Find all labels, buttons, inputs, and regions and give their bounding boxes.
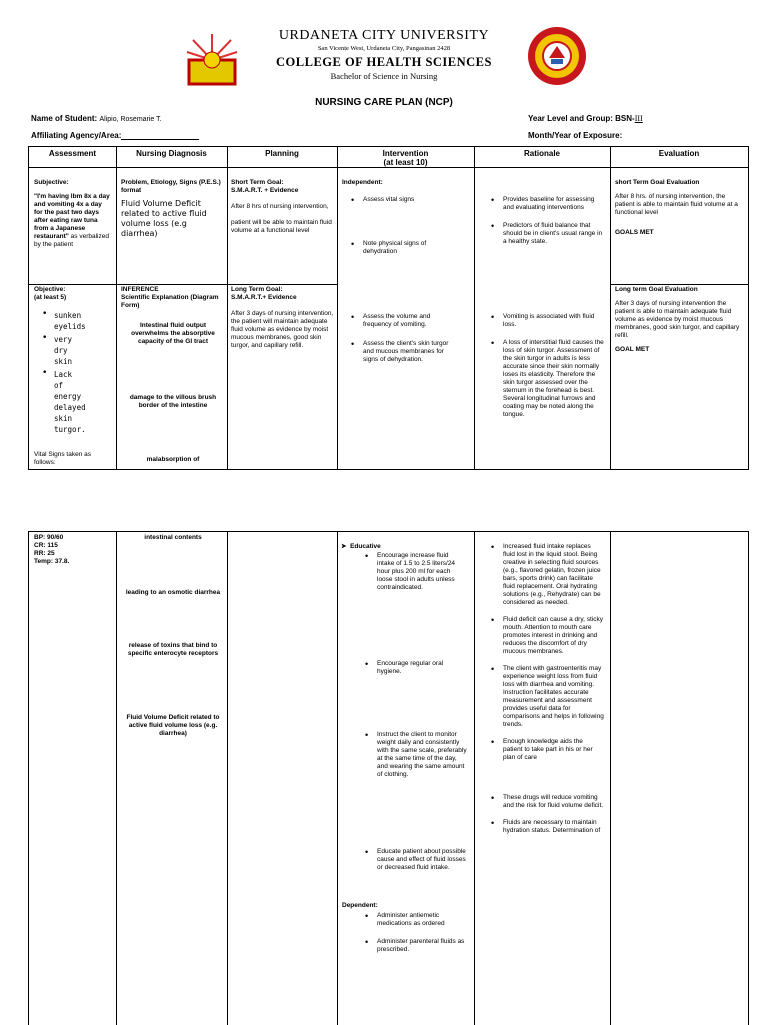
year-value: III [634,114,643,123]
year-label: Year Level and Group: BSN- [528,114,635,123]
rationale-item: • Increased fluid intake replaces fluid lost in the liquid stool. Being creative in selecting fluid sources (e.g., flavored gelatin, frozen juice bars, sports drink) can facilitate fluid replacement. Oral hydrating solutions (e.g., Rehydrate) can be considered as needed. [489,543,604,607]
short-term-goal [231,179,334,235]
ncp-table-page-1 [28,146,749,470]
vital-rr: RR: 25 [34,550,55,557]
stge-label: short Term Goal Evaluation [615,179,700,186]
diagram-step: leading to an osmotic diarrhea [125,589,221,596]
dependent-item: • Administer antiemetic medications as ordered [363,912,467,928]
stg-text-2: patient will be able to maintain fluid volume at a functional level [231,219,332,234]
student-label: Name of Student: [31,114,98,123]
pes-label: Problem, Etiology, Signs (P.E.S.) format [121,179,221,194]
stg-label: Short Term Goal: [231,179,284,186]
independent-label: Independent: [342,179,383,186]
col-header-rationale: Rationale [523,149,560,158]
educative-list-4 [363,848,467,872]
intervention-list-2 [349,240,459,256]
educative-item: • Encourage increase fluid intake of 1.5 to 2.5 liters/24 hour plus 200 ml for each loose stool in adults unless contraindicated. [363,552,467,592]
objective-label: Objective: [34,286,66,293]
dependent-item: • Administer parenteral fluids as prescribed. [363,938,467,954]
diagram-step: intestinal contents [144,534,202,541]
long-term-evaluation [615,286,745,354]
month-year-label: Month/Year of Exposure: [528,131,623,140]
university-address: San Vicente West, Urdaneta City, Pangasinan 2428 [317,45,451,52]
rationale-item: • A loss of interstitial fluid causes the loss of skin turgor. Assessment of the skin turgor in adults is less accurate since their skin normally loses its elasticity. Therefore the skin turgor assessed over the sternum in the forehead is best. Several longitudinal furrows and coating may be noted along the tongue. [489,339,604,419]
objective-sub: (at least 5) [34,294,67,301]
ltg-label: Long Term Goal: [231,286,283,293]
rationale-item: • Enough knowledge aids the patient to take part in his or her plan of care [489,738,604,762]
vital-temp: Temp: 37.8. [34,558,70,565]
ltg-text: After 3 days of nursing intervention, the patient will maintain adequate fluid volume as evidence by moist mucous membranes, good skin turgor, and capillary refill. [231,310,334,349]
university-seal-right-logo [527,26,587,86]
document-title: NURSING CARE PLAN (NCP) [315,97,453,108]
subjective-section [34,179,112,249]
subjective-quote: "I'm having lbm 8x a day and vomiting 4x a day for the past two days after eating raw tuna from a Japanese restaurant" [34,193,110,240]
vitals-intro: Vital Signs taken as follows: [34,451,91,466]
college-name: COLLEGE OF HEALTH SCIENCES [276,55,492,69]
ncp-table-page-2 [28,531,749,1025]
rationale-item: • Provides baseline for assessing and evaluating interventions [489,196,604,212]
diagram-step: release of toxins that bind to specific enterocyte receptors [127,642,219,657]
educative-list-3 [363,731,467,779]
educative-item: • Instruct the client to monitor weight daily and consistently with the same scale, preferably at the same time of the day, and wearing the same amount of clothing. [363,731,467,779]
long-term-goal [231,286,334,350]
intervention-item: • Assess the volume and frequency of vomiting. [349,313,459,329]
objective-item: • sunken eyelids [40,310,106,332]
agency-label: Affiliating Agency/Area: [31,131,122,140]
student-name-row [31,114,162,123]
short-term-evaluation [615,179,745,237]
col-header-evaluation: Evaluation [658,149,700,158]
rationale-list-1 [489,196,604,246]
ltge-label: Long term Goal Evaluation [615,286,698,293]
intervention-list-3 [349,313,459,329]
pes-text: Fluid Volume Deficit related to active fluid volume loss (e.g diarrhea) [121,199,207,238]
ltge-text: After 3 days of nursing intervention the patient is able to maintain adequate fluid volume as evidence by moist mucous membranes, good skin turgor, and capillary refill. [615,300,740,339]
rationale-list-3 [489,543,604,835]
col-header-diagnosis: Nursing Diagnosis [136,149,207,158]
dependent-list [363,912,467,954]
vital-signs [34,534,112,566]
diagram-step: Intestinal fluid output overwhelms the absorptive capacity of the GI tract [131,322,215,345]
student-value: Alipio, Rosemarie T. [99,116,162,123]
intervention-item: • Note physical signs of dehydration [349,240,459,256]
objective-item: • Lack of energy delayed skin turgor. [40,369,84,435]
educative-item: • Encourage regular oral hygiene. [363,660,467,676]
agency-row [31,131,199,140]
objective-section [34,286,112,435]
educative-section-label [341,543,469,551]
subjective-label: Subjective: [34,179,69,186]
ltge-result: GOAL MET [615,346,650,353]
university-name: URDANETA CITY UNIVERSITY [278,28,490,43]
rationale-item: • Vomiting is associated with fluid loss. [489,313,604,329]
diagram-step: malabsorption of [146,456,200,463]
rationale-item: • Fluids are necessary to maintain hydration status. Determination of [489,819,604,835]
col-header-assessment: Assessment [48,149,97,158]
diagram-step: Fluid Volume Deficit related to active fluid volume loss (e.g. diarrhea) [126,714,220,737]
vital-bp: BP: 90/60 [34,534,64,541]
educative-label: Educative [350,543,381,550]
vital-cr: CR: 115 [34,542,58,549]
objective-list [34,310,106,435]
year-level-row [528,114,643,123]
subjective-tail: as verbalized by the patient [34,233,109,248]
stg-smart: S.M.A.R.T. + Evidence [231,187,299,194]
rationale-item: • These drugs will reduce vomiting and the risk for fluid volume deficit. [489,794,604,810]
dependent-label: Dependent: [342,902,378,909]
inference-label: INFERENCE [121,286,159,293]
intervention-item: • Assess vital signs [349,196,459,204]
inference-section [121,286,225,310]
stg-text-1: After 8 hrs of nursing intervention, [231,203,329,210]
intervention-list-1 [349,196,459,204]
rationale-list-2 [489,313,604,419]
rationale-item: • Predictors of fluid balance that should be in client's usual range in a healthy state. [489,222,604,246]
rationale-item: • Fluid deficit can cause a dry, sticky mouth. Attention to mouth care promotes interest in drinking and reduces the discomfort of dry mucous membranes. [489,616,604,656]
stge-text: After 8 hrs. of nursing intervention, the patient is able to maintain fluid volume at a functional level [615,193,738,216]
arrow-right-icon: ➤ [341,543,351,550]
col-header-intervention: Intervention (at least 10) [382,149,429,167]
agency-blank-line [121,131,199,140]
scientific-explanation-label: Scientific Explanation (Diagram Form) [121,294,219,309]
educative-list-2 [363,660,467,676]
pes-section [121,179,225,239]
educative-list-1 [363,552,467,592]
objective-item: • very dry skin [40,334,78,367]
rationale-item: • The client with gastroenteritis may experience weight loss from fluid loss with diarrhea and vomiting. Instruction facilitates accurate measurement and assessment provides useful data for comparisons and helps in following trends. [489,665,604,729]
stge-result: GOALS MET [615,229,654,236]
diagram-step: damage to the villous brush border of the intestine [129,394,217,409]
educative-item: • Educate patient about possible cause and effect of fluid losses or decreased fluid intake. [363,848,467,872]
col-header-planning: Planning [265,149,299,158]
program-name: Bachelor of Science in Nursing [330,71,438,81]
intervention-item: • Assess the client's skin turgor and mucous membranes for signs of dehydration. [349,340,459,364]
intervention-list-4 [349,340,459,364]
ltg-smart: S.M.A.R.T.+ Evidence [231,294,297,301]
